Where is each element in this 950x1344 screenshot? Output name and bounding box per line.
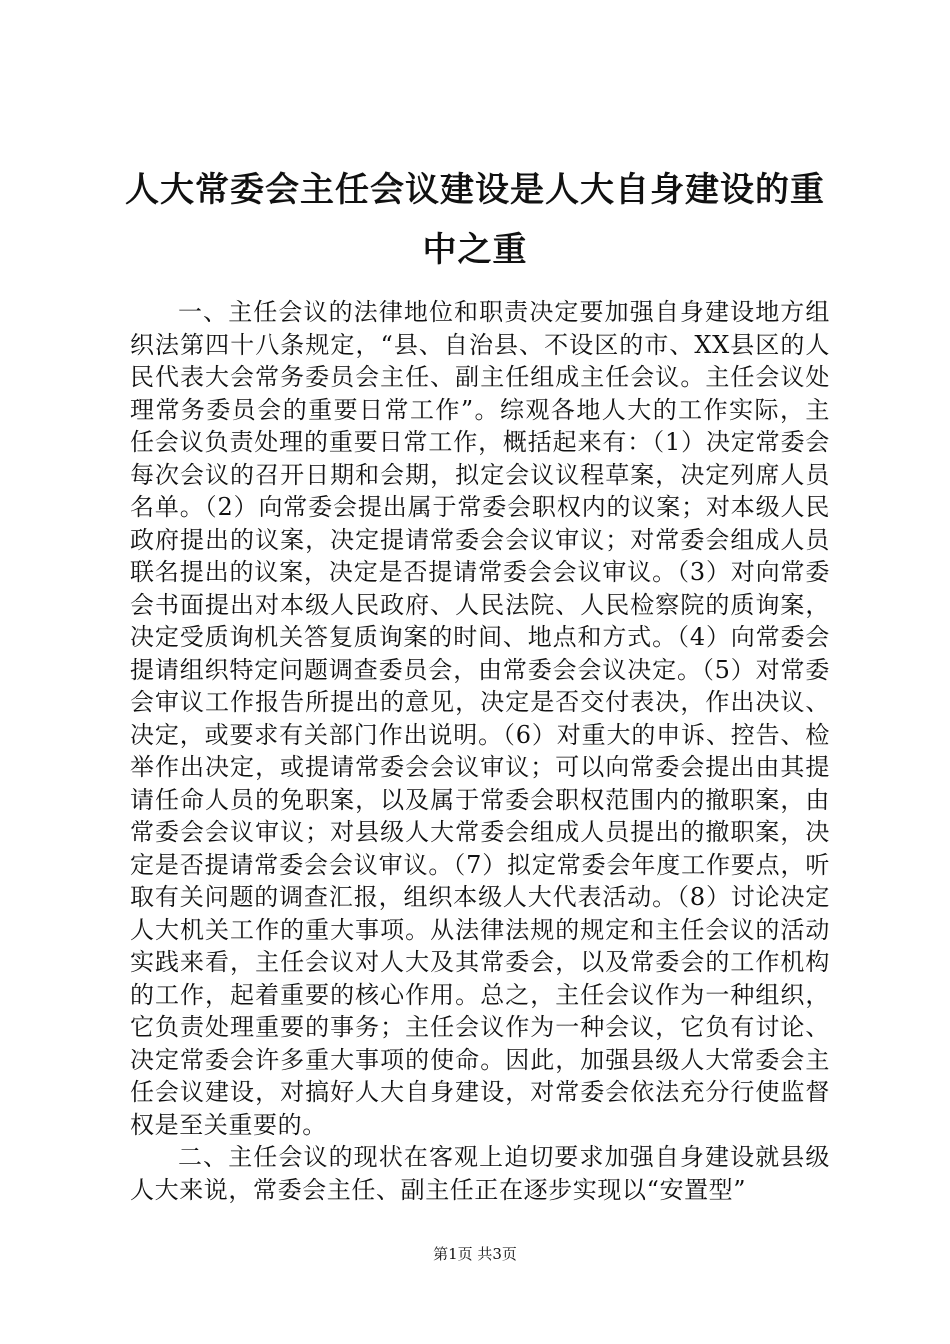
paragraph-1: 一、主任会议的法律地位和职责决定要加强自身建设地方组织法第四十八条规定，“县、自治县、不设区的市、XX县区的人民代表大会常务委员会主任、副主任组成主任会议。主任会议处理常务委员会的重要日常工作”。综观各地人大的工作实际，主任会议负责处理的重要日常工作，概括起来有：（1）决定常委会每次会议的召开日期和会期，拟定会议议程草案，决定列席人员名单。（2）向常委会提出属于常委会职权内的议案；对本级人民政府提出的议案，决定提请常委会会议审议；对常委会组成人员联名提出的议案，决定是否提请常委会会议审议。（3）对向常委会书面提出对本级人民政府、人民法院、人民检察院的质询案，决定受质询机关答复质询案的时间、地点和方式。（4）向常委会提请组织特定问题调查委员会，由常委会会议决定。（5）对常委会审议工作报告所提出的意见，决定是否交付表决，作出决议、决定，或要求有关部门作出说明。（6）对重大的申诉、控告、检举作出决定，或提请常委会会议审议；可以向常委会提出由其提请任命人员的免职案，以及属于常委会职权范围内的撤职案，由常委会会议审议；对县级人大常委会组成人员提出的撤职案，决定是否提请常委会会议审议。（7）拟定常委会年度工作要点，听取有关问题的调查汇报，组织本级人大代表活动。（8）讨论决定人大机关工作的重大事项。从法律法规的规定和主任会议的活动实践来看，主任会议对人大及其常委会，以及常委会的工作机构的工作，起着重要的核心作用。总之，主任会议作为一种组织，它负责处理重要的事务；主任会议作为一种会议，它负有讨论、决定常委会许多重大事项的使命。因此，加强县级人大常委会主任会议建设，对搞好人大自身建设，对常委会依法充分行使监督权是至关重要的。 xyxy=(130,298,830,1139)
document-title: 人大常委会主任会议建设是人大自身建设的重中之重 xyxy=(125,170,825,270)
document-body xyxy=(130,296,830,1206)
page-footer: 第1页 共3页 xyxy=(433,1245,517,1263)
paragraph-2: 二、主任会议的现状在客观上迫切要求加强自身建设就县级人大来说，常委会主任、副主任正在逐步实现以“安置型” xyxy=(130,1143,830,1204)
